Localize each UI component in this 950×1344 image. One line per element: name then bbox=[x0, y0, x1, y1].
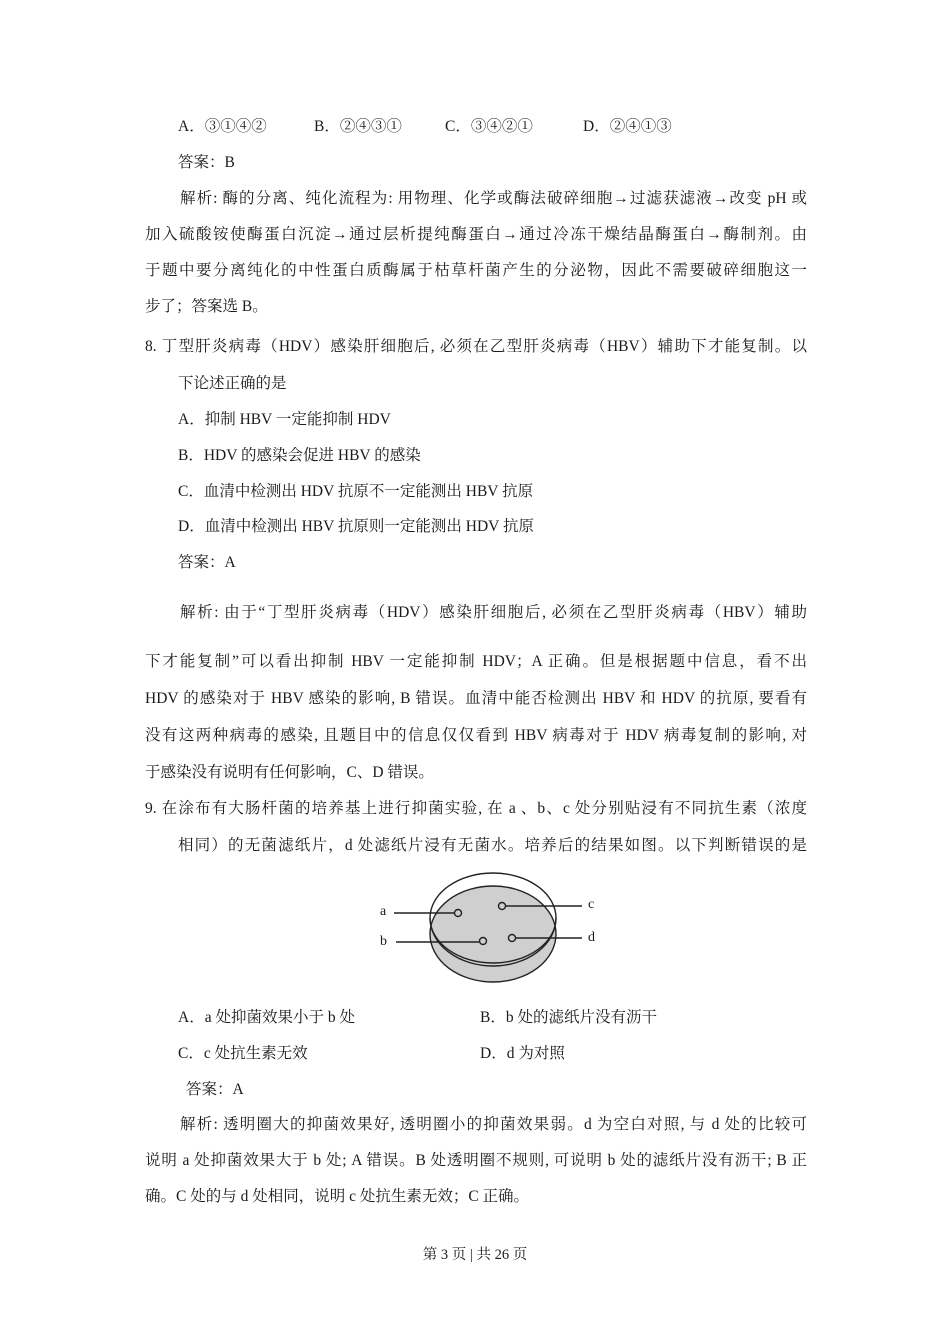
q8-analysis-line: 没有这两种病毒的感染, 且题目中的信息仅仅看到 HBV 病毒对于 HDV 病毒复制的影响, 对 bbox=[145, 727, 807, 744]
q9-stem-line: 9. 在涂布有大肠杆菌的培养基上进行抑菌实验, 在 a 、b、c 处分别贴浸有不同抗生素（浓度 bbox=[145, 800, 807, 817]
q8-option-a: A．抑制 HBV 一定能抑制 HDV bbox=[178, 411, 391, 428]
q8-option-b: B．HDV 的感染会促进 HBV 的感染 bbox=[178, 447, 421, 464]
q8-analysis-line: HDV 的感染对于 HBV 感染的影响, B 错误。血清中能否检测出 HBV 和 HDV 的抗原, 要看有 bbox=[145, 690, 807, 707]
q7-option-b: B．②④③① bbox=[314, 118, 402, 135]
q7-analysis-line: 步了；答案选 B。 bbox=[145, 298, 268, 315]
q9-analysis-line: 确。C 处的与 d 处相同，说明 c 处抗生素无效；C 正确。 bbox=[145, 1188, 530, 1205]
diagram-label-c: c bbox=[588, 897, 595, 912]
q8-option-d: D．血清中检测出 HBV 抗原则一定能测出 HDV 抗原 bbox=[178, 518, 534, 535]
diagram-label-b: b bbox=[380, 934, 387, 949]
q8-option-c: C．血清中检测出 HDV 抗原不一定能测出 HBV 抗原 bbox=[178, 483, 534, 500]
q9-analysis-line: 解析: 透明圈大的抑菌效果好, 透明圈小的抑菌效果弱。d 为空白对照, 与 d 处的比较可 bbox=[180, 1116, 807, 1133]
q9-stem-line: 相同）的无菌滤纸片，d 处滤纸片浸有无菌水。培养后的结果如图。以下判断错误的是 bbox=[178, 837, 807, 854]
q8-answer: 答案：A bbox=[178, 554, 236, 571]
q7-option-a: A．③①④② bbox=[178, 118, 267, 135]
q7-analysis-line: 加入硫酸铵使酶蛋白沉淀→通过层析提纯酶蛋白→通过冷冻干燥结晶酶蛋白→酶制剂。由 bbox=[145, 226, 807, 243]
q7-answer: 答案：B bbox=[178, 154, 235, 171]
q8-stem-line: 8. 丁型肝炎病毒（HDV）感染肝细胞后, 必须在乙型肝炎病毒（HBV）辅助下才能复制。以 bbox=[145, 338, 807, 355]
q8-analysis-line: 于感染没有说明有任何影响，C、D 错误。 bbox=[145, 764, 434, 781]
q9-option-c: C．c 处抗生素无效 bbox=[178, 1045, 308, 1062]
q8-stem-line: 下论述正确的是 bbox=[178, 375, 287, 392]
diagram-label-d: d bbox=[588, 930, 595, 945]
q8-analysis-line: 下才能复制”可以看出抑制 HBV 一定能抑制 HDV；A 正确。但是根据题中信息，看不出 bbox=[145, 653, 807, 670]
petri-dish-diagram bbox=[370, 866, 610, 991]
q9-analysis-line: 说明 a 处抑菌效果大于 b 处; A 错误。B 处透明圈不规则, 可说明 b 处的滤纸片没有沥干; B 正 bbox=[145, 1152, 807, 1169]
q8-analysis-line: 解析: 由于“丁型肝炎病毒（HDV）感染肝细胞后, 必须在乙型肝炎病毒（HBV）辅助 bbox=[180, 604, 807, 621]
q9-answer: 答案：A bbox=[186, 1081, 244, 1098]
page-footer: 第 3 页 | 共 26 页 bbox=[422, 1247, 528, 1263]
q7-option-c: C．③④②① bbox=[445, 118, 533, 135]
q7-analysis-line: 解析: 酶的分离、纯化流程为: 用物理、化学或酶法破碎细胞→过滤获滤液→改变 pH 或 bbox=[180, 190, 807, 207]
q9-option-a: A．a 处抑菌效果小于 b 处 bbox=[178, 1009, 355, 1026]
q7-analysis-line: 于题中要分离纯化的中性蛋白质酶属于枯草杆菌产生的分泌物，因此不需要破碎细胞这一 bbox=[145, 262, 807, 279]
q9-option-b: B．b 处的滤纸片没有沥干 bbox=[480, 1009, 657, 1026]
q9-option-d: D．d 为对照 bbox=[480, 1045, 565, 1062]
diagram-label-a: a bbox=[380, 904, 387, 919]
q7-option-d: D．②④①③ bbox=[583, 118, 672, 135]
